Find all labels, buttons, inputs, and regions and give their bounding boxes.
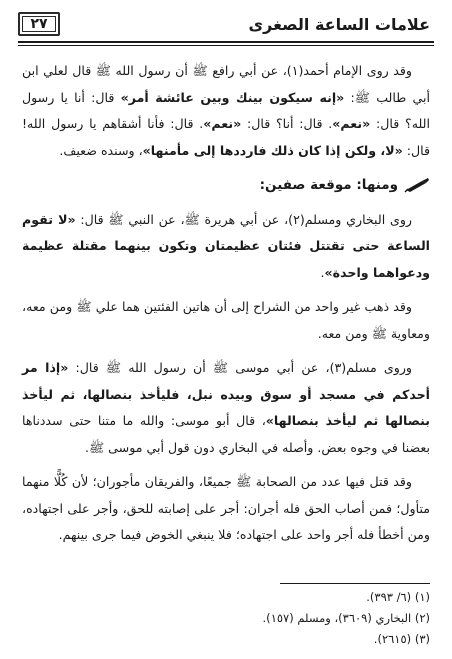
text-run: . (320, 264, 325, 280)
page-header (18, 10, 434, 38)
pen-icon (404, 177, 430, 193)
hadith-quote: «إنه سيكون بينك وبين عائشة أمر» (120, 89, 345, 105)
text-run: روى البخاري ومسلم (304, 211, 412, 227)
footnote-separator (280, 583, 430, 584)
page-number-box (18, 12, 60, 36)
paragraph-1 (22, 58, 430, 164)
text-run: وقد قتل فيها عدد من الصحابة ﷺ جميعًا، والفريقان مأجوران؛ لأن كُلًّا منهما متأول؛ فمن أصاب الحق فله أجران: أجر على إصابته للحق، وأجر على اجتهاده، ومن أخطأ فله أجر واحد على اجتهاده؛ فلا ينبغي الخوض فيما جرى بينهم. (22, 474, 430, 542)
footnote-2: (٢) البخاري (٣٦٠٩)، ومسلم (١٥٧). (262, 611, 430, 625)
header-rule-thin (18, 45, 434, 46)
footnote-ref: (١) (286, 63, 304, 78)
hadith-quote: «لا، ولكن إذا كان ذلك فارددها إلى مأمنها» (142, 142, 403, 158)
paragraph-2 (22, 207, 430, 287)
text-run: وروى مسلم (346, 360, 412, 375)
footnote-ref: (٢) (288, 211, 305, 227)
text-run: . قال: فأنا أشقاهم يا رسول الله! قال: (22, 116, 430, 158)
running-title: علامات الساعة الصغرى (248, 14, 430, 34)
text-run: وقد ذهب غير واحد من الشراح إلى أن هاتين الفئتين هما علي ﷺ ومن معه، ومعاوية ﷺ ومن معه. (22, 299, 430, 341)
paragraph-4 (22, 355, 430, 461)
text-run: ، عن أبي هريرة ﷺ، عن النبي ﷺ قال: (75, 211, 289, 227)
footnote-ref: (٣) (329, 360, 347, 375)
text-run: وقد روى الإمام أحمد (303, 63, 412, 78)
hadith-quote: «نعم» (332, 116, 371, 131)
text-run: ، عن أبي موسى ﷺ أن رسول الله ﷺ قال: (68, 360, 330, 375)
footnotes (22, 587, 430, 650)
footnote-3: (٣) (٢٦١٥). (373, 632, 430, 646)
text-run: ، قال أبو موسى: والله ما متنا حتى سددناها بعضنا في وجوه بعض. وأصله في البخاري دون قول أبي موسى ﷺ. (22, 413, 430, 455)
header-rule (18, 41, 434, 43)
hadith-quote: «لا تقوم الساعة حتى تقتتل فئتان عظيمتان وتكون بينهما مقتلة عظيمة ودعواهما واحدة» (22, 211, 430, 280)
footnote-1: (١) (٦/ ٣٩٣). (366, 590, 430, 604)
text-run: ، عن أبي رافع ﷺ أن رسول الله ﷺ قال لعلي ابن أبي طالب ﷺ: (22, 63, 430, 105)
paragraph-3 (22, 294, 430, 347)
section-heading (22, 172, 430, 199)
section-heading-text: ومنها: موقعة صفين: (259, 177, 398, 193)
text-run: قال: أنا يا رسول الله؟ قال: (22, 89, 430, 131)
text-run: . قال: أنا؟ قال: (241, 116, 333, 131)
text-run: ، وسنده ضعيف. (59, 142, 143, 158)
main-text (22, 58, 430, 557)
hadith-quote: «نعم» (203, 116, 242, 131)
hadith-quote: «إذا مر أحدكم في مسجد أو سوق وبيده نبل، فليأخذ بنصالها، ثم ليأخذ بنصالها ثم ليأخذ بنصالها» (22, 360, 430, 428)
paragraph-5 (22, 469, 430, 549)
page-number: ٢٧ (30, 16, 48, 32)
